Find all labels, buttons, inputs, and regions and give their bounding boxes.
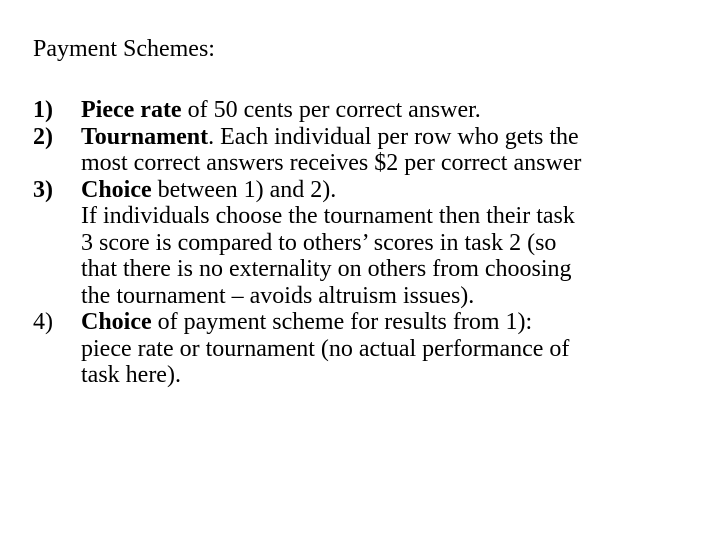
slide-heading: Payment Schemes: — [33, 36, 215, 62]
payment-scheme-list — [33, 97, 703, 389]
list-text: task here). — [81, 362, 181, 388]
list-text: most correct answers receives $2 per correct answer — [81, 150, 582, 176]
list-text: of 50 cents per correct answer. — [181, 97, 481, 123]
list-text: that there is no externality on others from choosing — [81, 256, 572, 282]
list-line — [81, 97, 703, 124]
list-text: of payment scheme for results from 1): — [151, 309, 533, 335]
list-number: 1) — [33, 97, 53, 123]
list-number: 3) — [33, 176, 53, 203]
list-term: Piece rate — [81, 97, 182, 123]
list-item-choice — [33, 177, 703, 310]
list-line — [81, 177, 703, 204]
list-number: 4) — [33, 309, 53, 335]
list-term: Tournament — [81, 123, 209, 150]
list-term: Choice — [81, 309, 152, 335]
list-number: 2) — [33, 123, 53, 150]
list-text: . Each individual per row who gets the — [208, 123, 579, 150]
list-text: piece rate or tournament (no actual performance of — [81, 335, 570, 362]
list-item-choice-of-payment — [33, 309, 703, 389]
list-text: 3 score is compared to others’ scores in task 2 (so — [81, 229, 557, 256]
list-item-tournament — [33, 124, 703, 177]
list-text: between 1) and 2). — [151, 176, 337, 203]
list-text: If individuals choose the tournament then their task — [81, 203, 575, 229]
list-term: Choice — [81, 176, 152, 203]
list-text: the tournament – avoids altruism issues). — [81, 282, 475, 309]
list-line — [81, 124, 703, 151]
list-line — [81, 309, 703, 336]
list-item-piece-rate — [33, 97, 703, 124]
